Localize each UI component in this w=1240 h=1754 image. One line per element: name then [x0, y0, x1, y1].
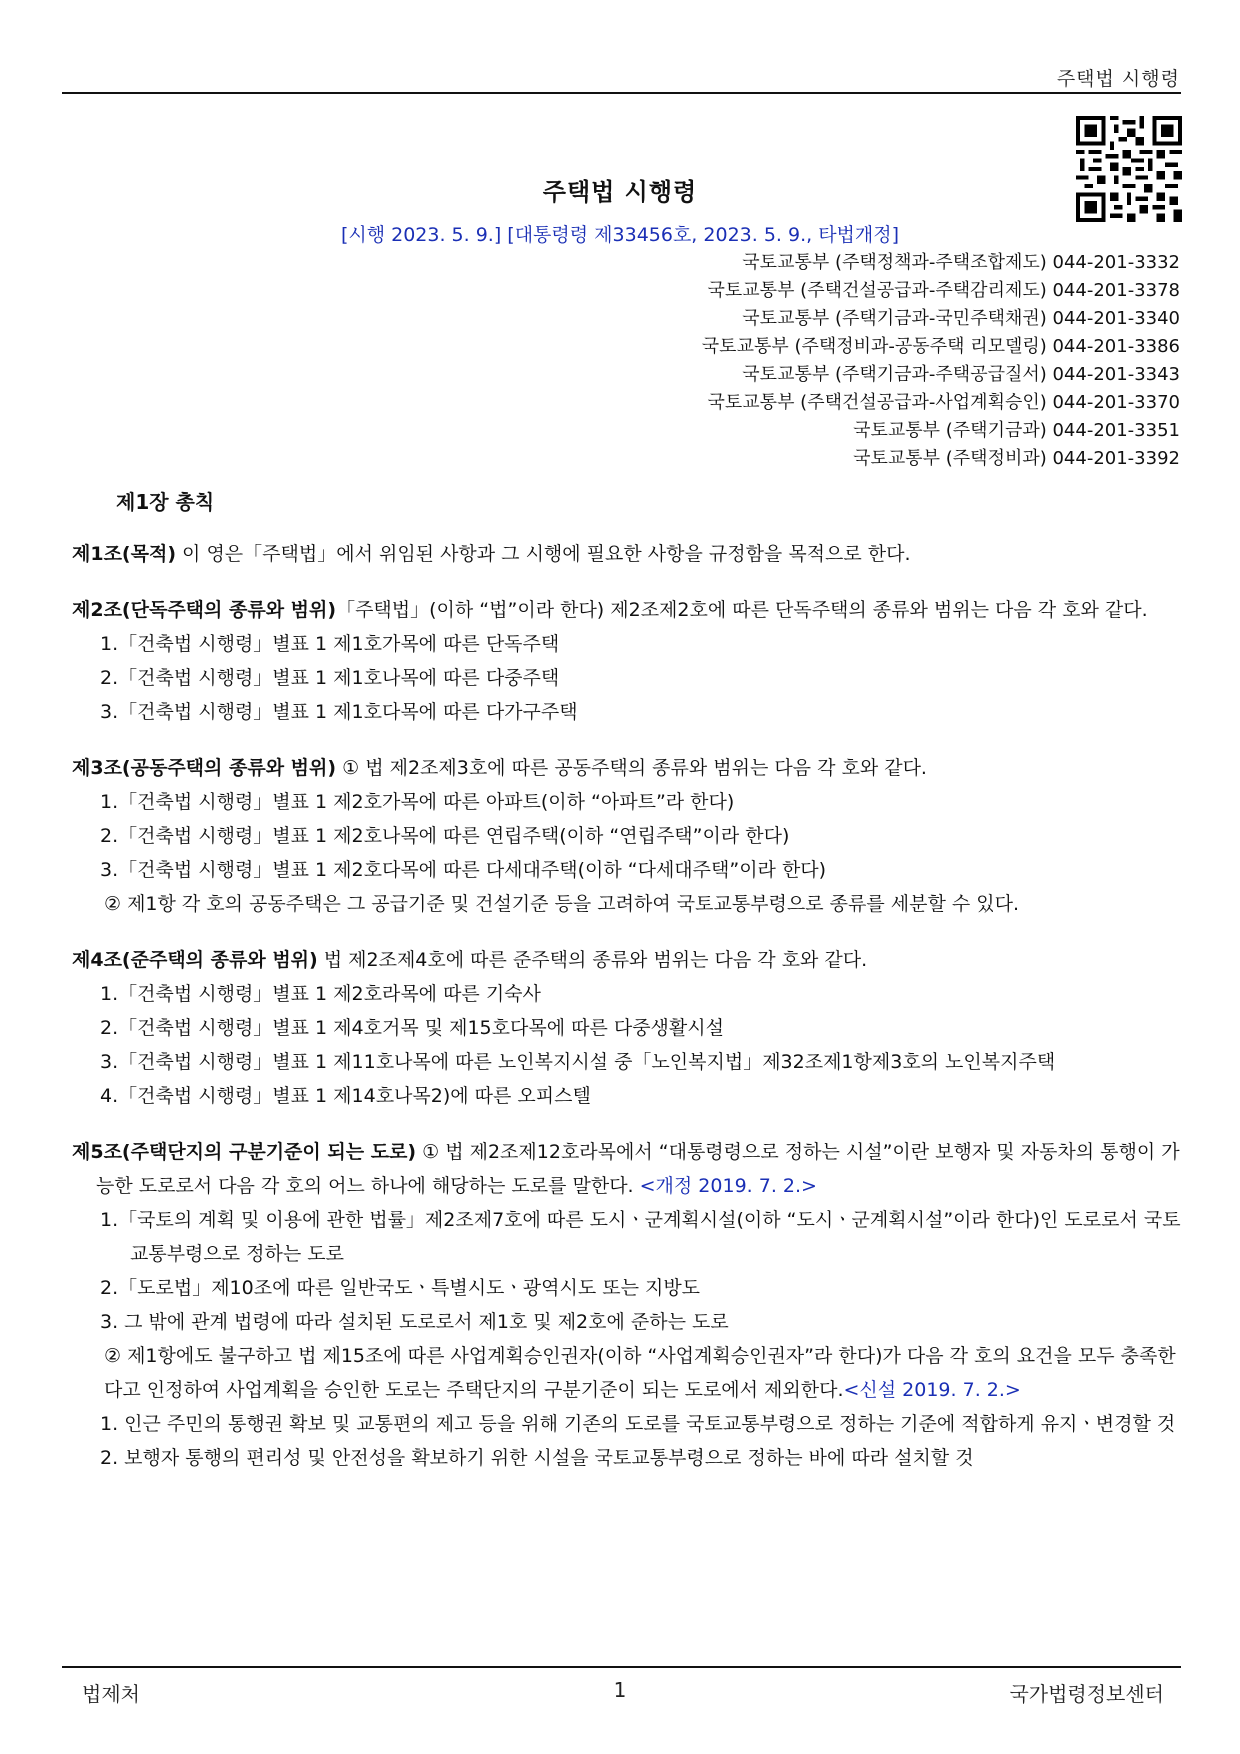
article-item: 3.「건축법 시행령」별표 1 제1호다목에 따른 다가구주택	[100, 701, 578, 723]
article-item: 3.「건축법 시행령」별표 1 제11호나목에 따른 노인복지시설 중「노인복지법」제32조제1항제3호의 노인복지주택	[100, 1051, 1056, 1073]
article-title: 제2조(단독주택의 종류와 범위)	[72, 599, 337, 621]
article-paragraph: ② 제1항 각 호의 공동주택은 그 공급기준 및 건설기준 등을 고려하여 국토교통부령으로 종류를 세분할 수 있다.	[104, 893, 1019, 915]
article-title: 제4조(준주택의 종류와 범위)	[72, 949, 318, 971]
contact-line: 국토교통부 (주택정책과-주택조합제도) 044-201-3332	[742, 252, 1180, 273]
article-text: ① 법 제2조제12호라목에서 “대통령령으로 정하는 시설”이란 보행자 및 자동차의 통행이 가능한 도로로서 다음 각 호의 어느 하나에 해당하는 도로를 말한다.	[96, 1141, 1180, 1197]
contact-line: 국토교통부 (주택기금과-주택공급질서) 044-201-3343	[742, 364, 1180, 385]
article-item: 1.「건축법 시행령」별표 1 제1호가목에 따른 단독주택	[100, 633, 560, 655]
contact-line: 국토교통부 (주택정비과-공동주택 리모델링) 044-201-3386	[701, 336, 1180, 357]
contact-line: 국토교통부 (주택기금과) 044-201-3351	[853, 420, 1180, 441]
page-number: 1	[613, 1678, 627, 1702]
article-item: 3.「건축법 시행령」별표 1 제2호다목에 따른 다세대주택(이하 “다세대주택”이라 한다)	[100, 859, 827, 881]
article-paragraph: ② 제1항에도 불구하고 법 제15조에 따른 사업계획승인권자(이하 “사업계획승인권자”라 한다)가 다음 각 호의 요건을 모두 충족한다고 인정하여 사업계획을 승인한 도로는 주택단지의 구분기준이 되는 도로에서 제외한다.<신설 2019. 7. 2.>	[104, 1345, 1176, 1401]
article-item: 1.「건축법 시행령」별표 1 제2호가목에 따른 아파트(이하 “아파트”라 한다)	[100, 791, 735, 813]
article-title: 제3조(공동주택의 종류와 범위)	[72, 757, 337, 779]
amendment-note: <개정 2019. 7. 2.>	[639, 1175, 817, 1197]
article-item: 1.「건축법 시행령」별표 1 제2호라목에 따른 기숙사	[100, 983, 541, 1005]
article-item: 2.「도로법」제10조에 따른 일반국도ㆍ특별시도ㆍ광역시도 또는 지방도	[100, 1277, 701, 1299]
contact-line: 국토교통부 (주택정비과) 044-201-3392	[853, 448, 1180, 469]
document-title: 주택법 시행령	[542, 178, 698, 206]
contact-list	[702, 249, 1180, 473]
article-item: 4.「건축법 시행령」별표 1 제14호나목2)에 따른 오피스텔	[100, 1085, 591, 1107]
article-item: 2.「건축법 시행령」별표 1 제2호나목에 따른 연립주택(이하 “연립주택”이라 한다)	[100, 825, 790, 847]
article-text: ① 법 제2조제3호에 따른 공동주택의 종류와 범위는 다음 각 호와 같다.	[336, 757, 927, 779]
article-item: 2.「건축법 시행령」별표 1 제1호나목에 따른 다중주택	[100, 667, 560, 689]
article-1	[72, 537, 1182, 571]
contact-line: 국토교통부 (주택기금과-국민주택채권) 044-201-3340	[742, 308, 1180, 329]
article-title: 제5조(주택단지의 구분기준이 되는 도로)	[72, 1141, 417, 1163]
article-3	[72, 751, 1182, 921]
amendment-note: <신설 2019. 7. 2.>	[843, 1379, 1021, 1401]
running-header: 주택법 시행령	[1056, 68, 1180, 90]
article-title: 제1조(목적)	[72, 543, 177, 565]
contact-line: 국토교통부 (주택건설공급과-사업계획승인) 044-201-3370	[707, 392, 1180, 413]
footer-publisher: 법제처	[82, 1682, 140, 1706]
article-2	[72, 593, 1182, 729]
law-body	[72, 537, 1182, 1497]
article-item: 3. 그 밖에 관계 법령에 따라 설치된 도로로서 제1호 및 제2호에 준하는 도로	[100, 1311, 729, 1333]
contact-line: 국토교통부 (주택건설공급과-주택감리제도) 044-201-3378	[707, 280, 1180, 301]
enforcement-info: [시행 2023. 5. 9.] [대통령령 제33456호, 2023. 5. 9., 타법개정]	[340, 224, 900, 246]
article-5	[72, 1135, 1182, 1475]
article-item: 1.「국토의 계획 및 이용에 관한 법률」제2조제7호에 따른 도시ㆍ군계획시설(이하 “도시ㆍ군계획시설”이라 한다)인 도로로서 국토교통부령으로 정하는 도로	[100, 1209, 1181, 1265]
header-divider	[62, 92, 1181, 94]
article-text: 법 제2조제4호에 따른 준주택의 종류와 범위는 다음 각 호와 같다.	[317, 949, 868, 971]
article-item: 2.「건축법 시행령」별표 1 제4호거목 및 제15호다목에 따른 다중생활시설	[100, 1017, 724, 1039]
article-item: 1. 인근 주민의 통행권 확보 및 교통편의 제고 등을 위해 기존의 도로를 국토교통부령으로 정하는 기준에 적합하게 유지ㆍ변경할 것	[100, 1413, 1176, 1435]
chapter-heading: 제1장 총칙	[116, 490, 215, 514]
article-4	[72, 943, 1182, 1113]
article-item: 2. 보행자 통행의 편리성 및 안전성을 확보하기 위한 시설을 국토교통부령으로 정하는 바에 따라 설치할 것	[100, 1447, 974, 1469]
article-text: 이 영은「주택법」에서 위임된 사항과 그 시행에 필요한 사항을 규정함을 목적으로 한다.	[176, 543, 911, 565]
footer-divider	[62, 1666, 1181, 1668]
footer-source: 국가법령정보센터	[1009, 1682, 1164, 1706]
article-text: 「주택법」(이하 “법”이라 한다) 제2조제2호에 따른 단독주택의 종류와 범위는 다음 각 호와 같다.	[336, 599, 1148, 621]
